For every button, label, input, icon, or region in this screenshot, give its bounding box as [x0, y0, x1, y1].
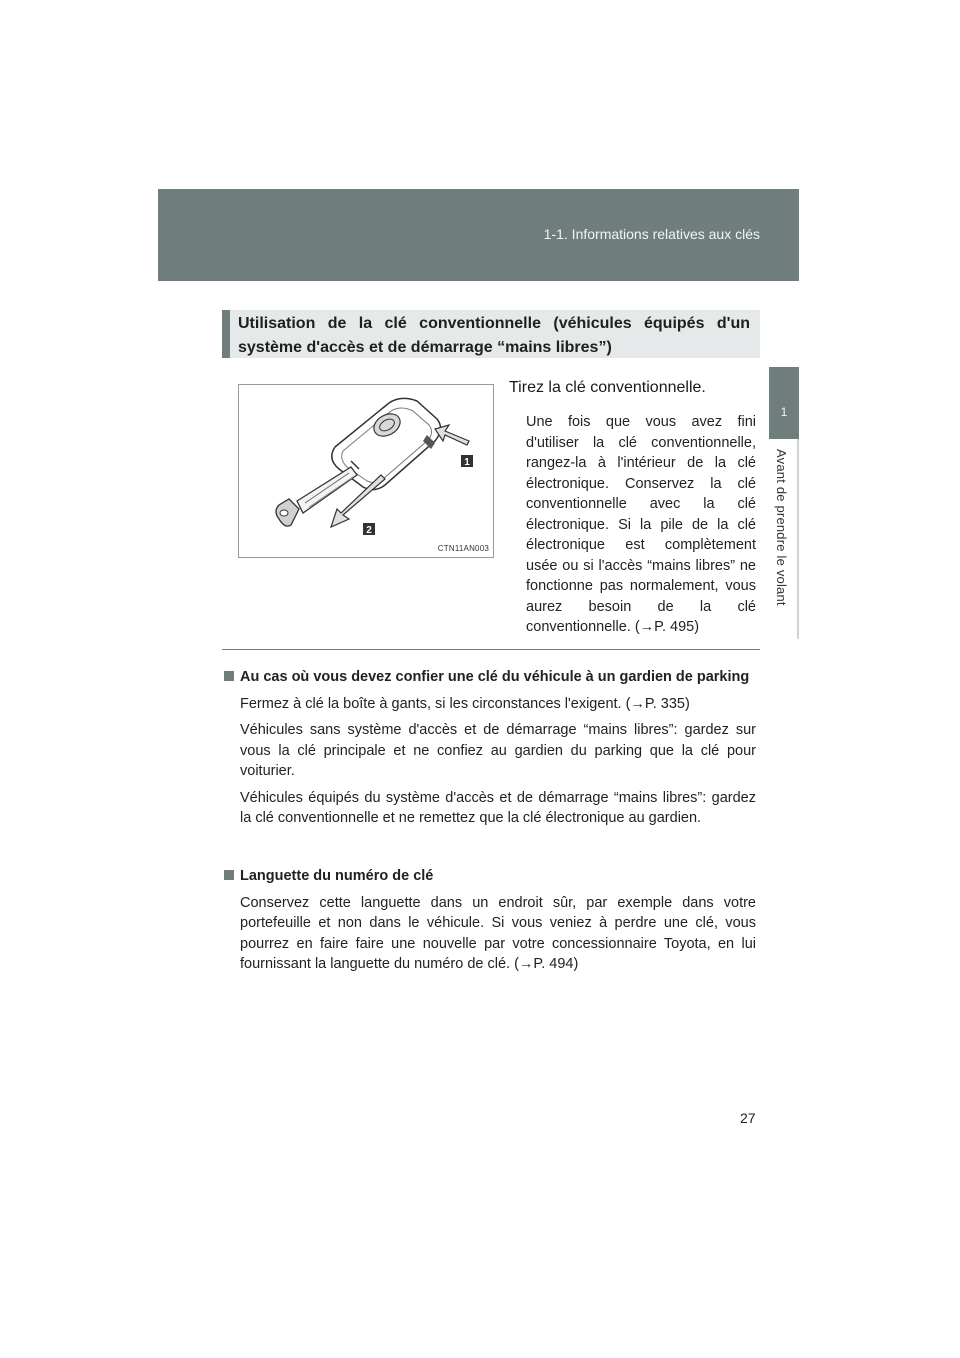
chapter-number: 1 [780, 405, 788, 419]
header-band [158, 189, 799, 281]
callout-1 [461, 455, 473, 468]
note-title [224, 667, 756, 688]
step-body: Une fois que vous avez fini d'utiliser la clé conventionnelle, rangez-la à l'intérieur de la clé électronique. Conservez la clé conventionnelle avec la clé électronique. Si la pile de la clé électronique est complètement usée ou si l'accès “mains libres” ne fonctionne pas normalement, vous aurez besoin de la clé conventionnelle. (→P. 495) [526, 414, 756, 635]
section-divider [222, 649, 760, 650]
square-bullet-icon [224, 671, 234, 681]
note-title-text: Languette du numéro de clé [240, 868, 434, 884]
note-paragraph: Véhicules équipés du système d'accès et de démarrage “mains libres”: gardez la clé conventionnelle et ne remettez que la clé électronique au gardien. [240, 789, 756, 826]
release-arrow [435, 425, 469, 445]
header-section-title: 1-1. Informations relatives aux clés [543, 226, 760, 242]
smart-key-drawing [239, 385, 493, 557]
key-illustration [238, 384, 494, 558]
callout-2 [363, 523, 375, 536]
step-title: Tirez la clé conventionnelle. [509, 379, 706, 396]
note-paragraph: Véhicules sans système d'accès et de démarrage “mains libres”: gardez sur vous la clé principale et ne confiez au gardien du parking que la clé pour voiturier. [240, 722, 756, 779]
callout-1-label: 1 [464, 457, 470, 468]
note-title-text: Au cas où vous devez confier une clé du véhicule à un gardien de parking [240, 669, 750, 685]
section-heading: Utilisation de la clé conventionnelle (véhicules équipés d'un système d'accès et de démarrage “mains libres”) [222, 310, 760, 358]
note-key-number-tag [224, 866, 756, 975]
chapter-title: Avant de prendre le volant [774, 449, 789, 606]
figure-code: CTN11AN003 [437, 544, 489, 553]
square-bullet-icon [224, 870, 234, 880]
note-paragraph: Fermez à clé la boîte à gants, si les circonstances l'exigent. (→P. 335) [240, 695, 690, 712]
note-paragraph: Conservez cette languette dans un endroit sûr, par exemple dans votre portefeuille et non dans le véhicule. Si vous veniez à perdre une clé, vous pourrez en faire faire une nouvelle par votre concessionnaire Toyota, en lui fournissant la languette du numéro de clé. (→P. 494) [240, 894, 756, 972]
note-valet-parking [224, 667, 756, 829]
callout-2-label: 2 [366, 525, 372, 536]
note-title [224, 866, 756, 887]
chapter-tab [769, 367, 799, 439]
page-number: 27 [740, 1110, 756, 1126]
